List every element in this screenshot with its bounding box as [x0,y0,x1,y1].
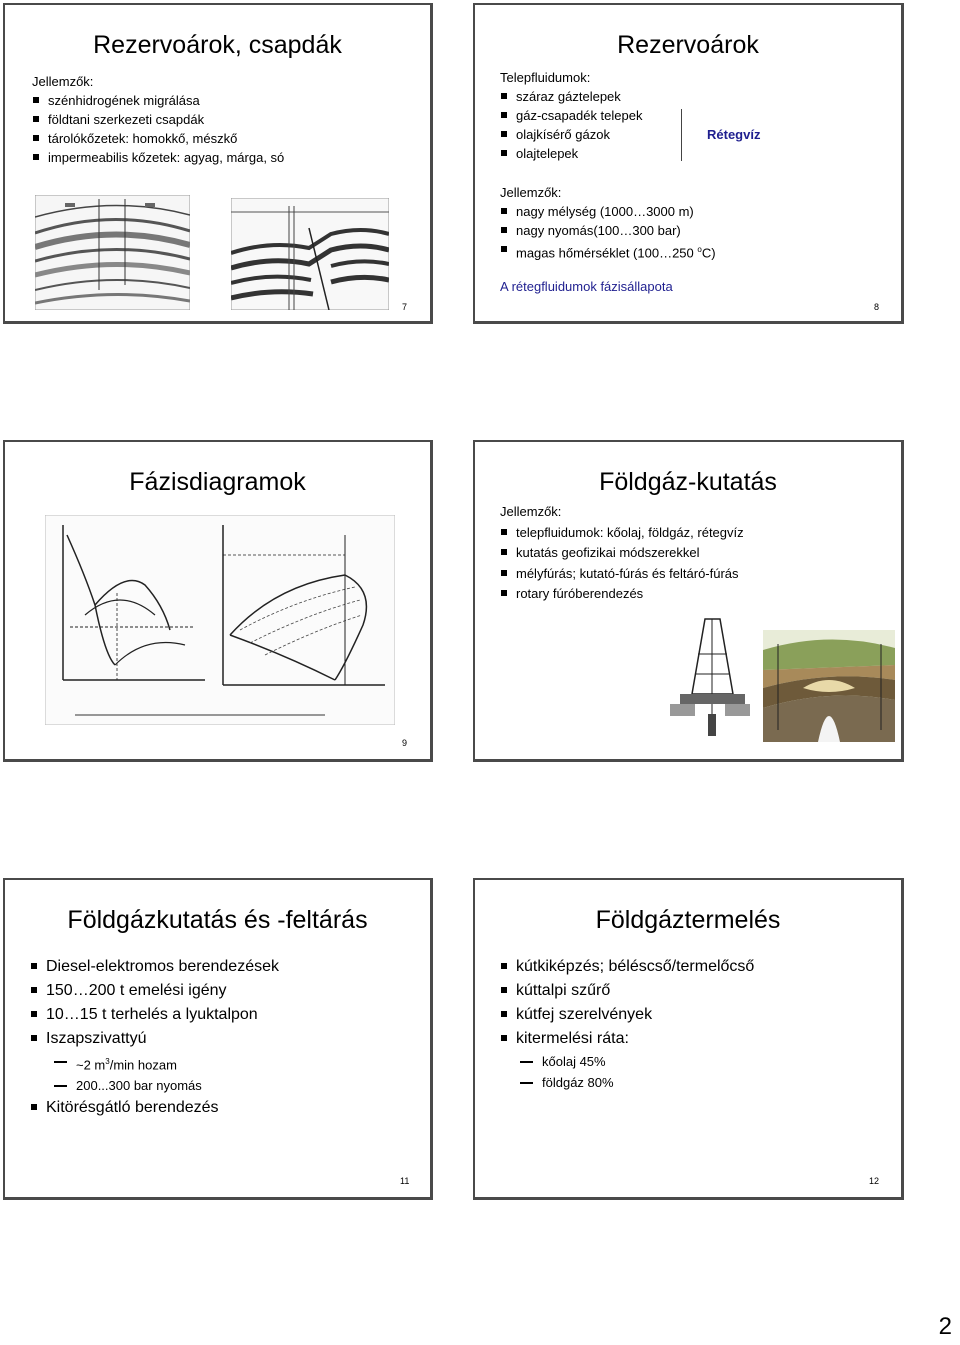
slide-title: Földgáztermelés [595,906,781,934]
list-item: nagy mélység (1000…3000 m) [500,202,716,221]
sub-list [30,1051,279,1096]
list-item: földtani szerkezeti csapdák [32,110,284,129]
list-item: olajkísérő gázok [500,125,642,144]
bullet-list [500,523,744,605]
phase-diagram-image [45,515,395,725]
heading: Telepfluidumok: [500,70,591,85]
flow-suffix: /min hozam [109,1057,177,1073]
list-item: olajtelepek [500,144,642,163]
slide-number: 12 [869,1176,880,1186]
list-item: impermeabilis kőzetek: agyag, márga, só [32,148,284,167]
slide-title: Földgázkutatás és -feltárás [67,906,368,934]
reservoir-section-image [763,630,895,742]
temp-suffix: C) [701,245,716,261]
list-item: tárolókőzetek: homokkő, mészkő [32,129,284,148]
slide-number: 9 [402,738,408,748]
props-block [500,183,716,262]
list-item: Diesel-elektromos berendezések [30,955,279,979]
flow-prefix: ~2 m [76,1057,106,1073]
slide-11 [3,878,433,1200]
water-label: Rétegvíz [707,127,761,142]
heading: Jellemzők: [500,504,562,519]
bullet-list [32,91,284,167]
heading: Jellemzők: [32,74,94,89]
page-number: 2 [938,1313,952,1340]
heading: Jellemzők: [500,185,562,200]
bullet-list [30,1096,279,1120]
sub-item: 200...300 bar nyomás [54,1075,279,1096]
slide-number: 11 [400,1176,410,1186]
list-item [500,240,716,262]
list-item: kútfej szerelvények [500,1003,754,1027]
slide-10 [473,440,904,762]
slide-number: 8 [874,302,880,312]
list-item: mélyfúrás; kutató-fúrás és feltáró-fúrás [500,564,744,585]
slide-title: Rezervoárok, csapdák [93,31,342,59]
phase-line: A rétegfluidumok fázisállapota [500,279,673,294]
list-item: gáz-csapadék telepek [500,106,642,125]
sub-item: kőolaj 45% [520,1051,754,1072]
bullet-list [30,955,279,1051]
slide-12 [473,878,904,1200]
list-item: kútkiképzés; béléscső/termelőcső [500,955,754,979]
list-item: kutatás geofizikai módszerekkel [500,543,744,564]
list-item: nagy nyomás(100…300 bar) [500,221,716,240]
sub-item [54,1051,279,1075]
bullet-list [500,87,642,163]
list-item: száraz gáztelepek [500,87,642,106]
slide-body [32,72,284,167]
slide-title: Rezervoárok [617,31,759,59]
sub-list [500,1051,754,1093]
list-item: rotary fúróberendezés [500,584,744,605]
bracket-line [681,109,682,161]
list-item: Kitörésgátló berendezés [30,1096,279,1120]
slide-8 [473,3,904,324]
list-item: kúttalpi szűrő [500,979,754,1003]
slide-body [30,955,279,1120]
fluids-block [500,68,642,163]
sub-item: földgáz 80% [520,1072,754,1093]
bullet-list [500,955,754,1051]
slide-9 [3,440,433,762]
flow-sup: 3 [105,1057,110,1066]
temp-sup: o [697,245,702,254]
temp-prefix: magas hőmérséklet (100…250 [516,245,698,261]
list-item: 150…200 t emelési igény [30,979,279,1003]
slide-body [500,502,744,605]
slide-title: Fázisdiagramok [129,468,306,496]
list-item: telepfluidumok: kőolaj, földgáz, rétegvíz [500,523,744,544]
slide-title: Földgáz-kutatás [599,468,777,496]
slide-body [500,955,754,1093]
anticline-trap-image [35,195,190,310]
list-item: Iszapszivattyú [30,1027,279,1051]
list-item: kitermelési ráta: [500,1027,754,1051]
list-item: 10…15 t terhelés a lyuktalpon [30,1003,279,1027]
slide-7 [3,3,433,324]
slide-number: 7 [402,302,408,312]
bullet-list [500,202,716,262]
fault-trap-image [231,198,389,310]
drilling-rig-image [665,614,760,739]
list-item: szénhidrogének migrálása [32,91,284,110]
